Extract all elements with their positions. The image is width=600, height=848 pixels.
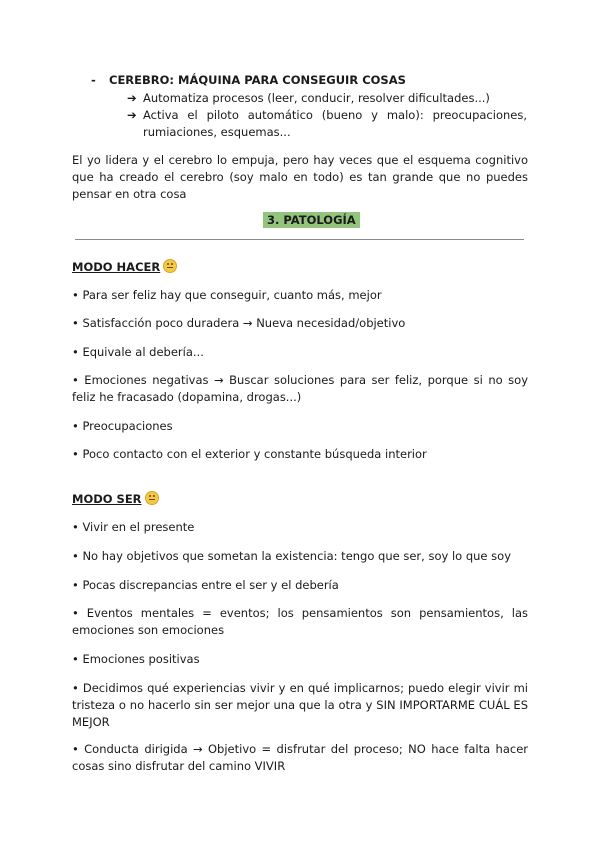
modo-ser-title: MODO SER bbox=[72, 492, 142, 506]
list-item: • Equivale al debería... bbox=[72, 345, 204, 359]
dash-bullet: - bbox=[91, 73, 96, 87]
horizontal-rule bbox=[75, 239, 524, 240]
smiley-face-icon bbox=[163, 259, 177, 273]
intro-paragraph: El yo lidera y el cerebro lo empuja, pero hay veces que el esquema cognitivo que ha creado el cerebro (soy malo en todo) es tan grande que no puedes pensar en otra cosa bbox=[72, 153, 528, 201]
subitem-text: Activa el piloto automático (bueno y malo): preocupaciones, rumiaciones, esquemas... bbox=[143, 108, 527, 139]
list-item: • Poco contacto con el exterior y constante búsqueda interior bbox=[72, 447, 427, 461]
list-item: • Emociones negativas → Buscar soluciones para ser feliz, porque si no soy feliz he fracasado (dopamina, drogas...) bbox=[72, 373, 528, 404]
list-item: • No hay objetivos que sometan la existencia: tengo que ser, soy lo que soy bbox=[72, 549, 511, 563]
list-item: • Eventos mentales = eventos; los pensamientos son pensamientos, las emociones son emociones bbox=[72, 606, 528, 637]
list-item: • Conducta dirigida → Objetivo = disfrutar del proceso; NO hace falta hacer cosas sino disfrutar del camino VIVIR bbox=[72, 742, 528, 773]
list-item: • Vivir en el presente bbox=[72, 520, 195, 534]
smiley-face-icon bbox=[145, 491, 159, 505]
arrow-right-icon: ➔ bbox=[127, 108, 137, 122]
cerebro-subitem-2 bbox=[127, 107, 527, 141]
subitem-text: Automatiza procesos (leer, conducir, resolver dificultades...) bbox=[143, 91, 490, 105]
list-item: • Preocupaciones bbox=[72, 419, 173, 433]
list-item: • Satisfacción poco duradera → Nueva necesidad/objetivo bbox=[72, 316, 406, 330]
arrow-right-icon: ➔ bbox=[127, 91, 137, 105]
cerebro-subitem-1 bbox=[127, 90, 527, 107]
list-item: • Para ser feliz hay que conseguir, cuanto más, mejor bbox=[72, 288, 382, 302]
modo-ser-heading bbox=[72, 491, 159, 506]
list-item: • Emociones positivas bbox=[72, 652, 200, 666]
list-item: • Decidimos qué experiencias vivir y en qué implicarnos; puedo elegir vivir mi tristeza o no hacerlo sin ser mejor una que la otra y SIN IMPORTARME CUÁL ES MEJOR bbox=[72, 681, 528, 729]
list-item: • Pocas discrepancias entre el ser y el debería bbox=[72, 578, 339, 592]
section-heading-text: 3. PATOLOGÍA bbox=[263, 212, 360, 228]
modo-hacer-heading bbox=[72, 259, 177, 274]
section-heading bbox=[263, 213, 360, 227]
modo-hacer-title: MODO HACER bbox=[72, 260, 161, 274]
cerebro-heading: CEREBRO: MÁQUINA PARA CONSEGUIR COSAS bbox=[109, 73, 406, 87]
